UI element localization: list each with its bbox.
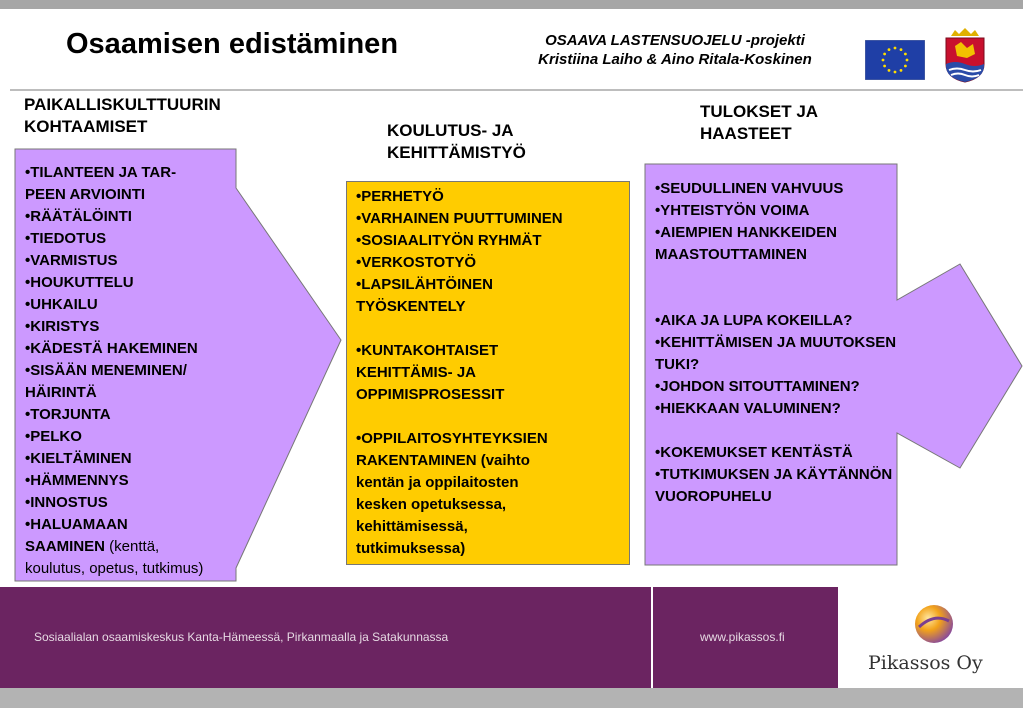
list-item: •KIRISTYS: [25, 318, 100, 335]
list-item: •KOKEMUKSET KENTÄSTÄ: [655, 444, 853, 461]
header-divider: [10, 89, 1023, 91]
list-item: •AIEMPIEN HANKKEIDEN: [655, 224, 837, 241]
project-name: OSAAVA LASTENSUOJELU -projekti: [545, 32, 805, 49]
project-authors: Kristiina Laiho & Aino Ritala-Koskinen: [538, 51, 812, 68]
list-item: •TUTKIMUKSEN JA KÄYTÄNNÖN: [655, 466, 893, 483]
list-item: •HALUAMAAN: [25, 516, 128, 533]
list-item: •SISÄÄN MENEMINEN/: [25, 362, 187, 379]
footer-divider: [651, 587, 653, 688]
list-item: •TILANTEEN JA TAR-: [25, 164, 177, 181]
middle-heading-line-2: KEHITTÄMISTYÖ: [387, 143, 526, 162]
left-column-heading: [24, 94, 221, 138]
pikassos-orb-icon: [913, 603, 955, 645]
list-item: •UHKAILU: [25, 296, 98, 313]
footer-url-link[interactable]: www.pikassos.fi: [700, 630, 785, 644]
list-item: •KEHITTÄMISEN JA MUUTOKSEN: [655, 334, 897, 351]
list-item: •SOSIAALITYÖN RYHMÄT: [356, 232, 542, 249]
list-item: •OPPILAITOSYHTEYKSIEN: [356, 430, 548, 447]
list-item: •AIKA JA LUPA KOKEILLA?: [655, 312, 853, 329]
middle-heading-line-1: KOULUTUS- JA: [387, 121, 514, 140]
eu-flag-icon: [865, 40, 925, 80]
list-item: •VARMISTUS: [25, 252, 118, 269]
list-item: RAKENTAMINEN (vaihto: [356, 452, 530, 469]
list-item: VUOROPUHELU: [655, 488, 772, 505]
list-item: •HOUKUTTELU: [25, 274, 134, 291]
list-item: •TORJUNTA: [25, 406, 111, 423]
list-item: OPPIMISPROSESSIT: [356, 386, 505, 403]
bottom-bar: [0, 688, 1023, 708]
list-item: •PERHETYÖ: [356, 188, 444, 205]
list-item: •LAPSILÄHTÖINEN: [356, 276, 493, 293]
left-heading-line-1: PAIKALLISKULTTUURIN: [24, 95, 221, 114]
list-item: •VARHAINEN PUUTTUMINEN: [356, 210, 563, 227]
footer-logo-text: Pikassos Oy: [868, 652, 983, 674]
list-item: kesken opetuksessa,: [356, 496, 507, 513]
list-item: TUKI?: [655, 356, 700, 373]
list-item: •RÄÄTÄLÖINTI: [25, 208, 132, 225]
right-heading-line-2: HAASTEET: [700, 124, 792, 143]
middle-column-list: [356, 186, 563, 560]
list-item-note: koulutus, opetus, tutkimus): [25, 560, 204, 577]
left-column-list: [25, 162, 203, 580]
list-item: •KIELTÄMINEN: [25, 450, 132, 467]
list-item: KEHITTÄMIS- JA: [356, 364, 476, 381]
list-item: MAASTOUTTAMINEN: [655, 246, 807, 263]
project-info: [500, 31, 850, 69]
list-item: PEEN ARVIOINTI: [25, 186, 146, 203]
list-item: •TIEDOTUS: [25, 230, 107, 247]
page-title: Osaamisen edistäminen: [66, 28, 399, 60]
top-bar: [0, 0, 1023, 9]
middle-column-heading: [387, 120, 526, 164]
list-item: •KÄDESTÄ HAKEMINEN: [25, 340, 198, 357]
list-item: •HIEKKAAN VALUMINEN?: [655, 400, 841, 417]
list-item: kentän ja oppilaitosten: [356, 474, 519, 491]
right-column-list: [655, 178, 896, 508]
list-item: kehittämisessä,: [356, 518, 468, 535]
right-heading-line-1: TULOKSET JA: [700, 102, 819, 121]
list-item: •JOHDON SITOUTTAMINEN?: [655, 378, 860, 395]
list-item: HÄIRINTÄ: [25, 384, 97, 401]
list-item: tutkimuksessa): [356, 540, 466, 557]
footer-organization: Sosiaalialan osaamiskeskus Kanta-Hämeessä, Pirkanmaalla ja Satakunnassa: [34, 630, 449, 644]
list-item: •VERKOSTOTYÖ: [356, 254, 476, 271]
list-item: •KUNTAKOHTAISET: [356, 342, 499, 359]
list-item: •HÄMMENNYS: [25, 472, 129, 489]
left-heading-line-2: KOHTAAMISET: [24, 117, 148, 136]
list-item: •SEUDULLINEN VAHVUUS: [655, 180, 844, 197]
list-item-note: (kenttä,: [105, 538, 160, 555]
list-item: •YHTEISTYÖN VOIMA: [655, 202, 810, 219]
list-item: TYÖSKENTELY: [356, 298, 466, 315]
coat-of-arms-icon: [943, 26, 987, 84]
list-item: •INNOSTUS: [25, 494, 108, 511]
list-item: [25, 536, 203, 558]
list-item-bold: SAAMINEN: [25, 538, 106, 555]
list-item: •PELKO: [25, 428, 82, 445]
right-column-heading: [700, 101, 818, 145]
